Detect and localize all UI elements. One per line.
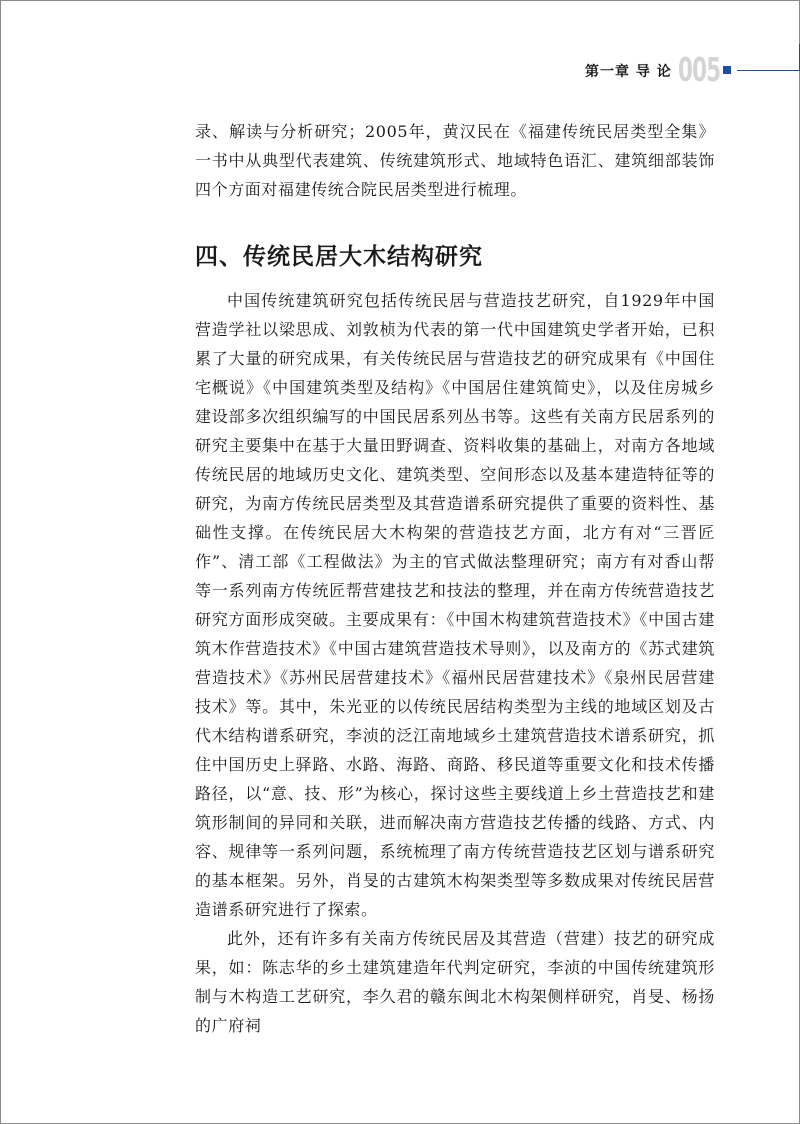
paragraph-1: 中国传统建筑研究包括传统民居与营造技艺研究，自1929年中国营造学社以梁思成、刘敦桢为代表的第一代中国建筑史学者开始，已积累了大量的研究成果，有关传统民居与营造技艺的研究成果有《中国住宅概说》《中国建筑类型及结构》《中国居住建筑简史》，以及住房城乡建设部多次组织编写的中国民居系列丛书等。这些有关南方民居系列的研究主要集中在基于大量田野调查、资料收集的基础上，对南方各地域传统民居的地域历史文化、建筑类型、空间形态以及基本建造特征等的研究，为南方传统民居类型及其营造谱系研究提供了重要的资料性、基础性支撑。在传统民居大木构架的营造技艺方面，北方有对“三晋匠作”、清工部《工程做法》为主的官式做法整理研究；南方有对香山帮等一系列南方传统匠帮营建技艺和技法的整理，并在南方传统营造技艺研究方面形成突破。主要成果有：《中国木构建筑营造技术》《中国古建筑木作营造技术》《中国古建筑营造技术导则》，以及南方的《苏式建筑营造技术》《苏州民居营建技术》《福州民居营建技术》《泉州民居营建技术》等。其中，朱光亚的以传统民居结构类型为主线的地域区划及古代木结构谱系研究，李浈的泛江南地域乡土建筑营造技术谱系研究，抓住中国历史上驿路、水路、海路、商路、移民道等重要文化和技术传播路径，以“意、技、形”为核心，探讨这些主要线道上乡土营造技艺和建筑形制间的异同和关联，进而解决南方营造技艺传播的线路、方式、内容、规律等一系列问题，系统梳理了南方传统营造技艺区划与谱系研究的基本框架。另外，肖旻的古建筑木构架类型等多数成果对传统民居营造谱系研究进行了探索。: [195, 291, 715, 919]
chapter-title: 第一章 导 论: [585, 64, 672, 80]
section-heading: 四、传统民居大木结构研究: [195, 244, 483, 270]
header-square-mark: [723, 66, 731, 74]
running-header: [0, 44, 800, 94]
body-text: [195, 117, 715, 1040]
header-rule: [737, 70, 800, 71]
paragraph-2: 此外，还有许多有关南方传统民居及其营造（营建）技艺的研究成果，如：陈志华的乡土建筑建造年代判定研究，李浈的中国传统建筑形制与木构造工艺研究，李久君的赣东闽北木构架侧样研究，肖旻、杨扬的广府祠: [195, 929, 715, 1035]
continuation-paragraph: 录、解读与分析研究；2005年，黄汉民在《福建传统民居类型全集》一书中从典型代表建筑、传统建筑形式、地域特色语汇、建筑细部装饰四个方面对福建传统合院民居类型进行梳理。: [195, 122, 715, 199]
page-number: 005: [678, 50, 721, 89]
